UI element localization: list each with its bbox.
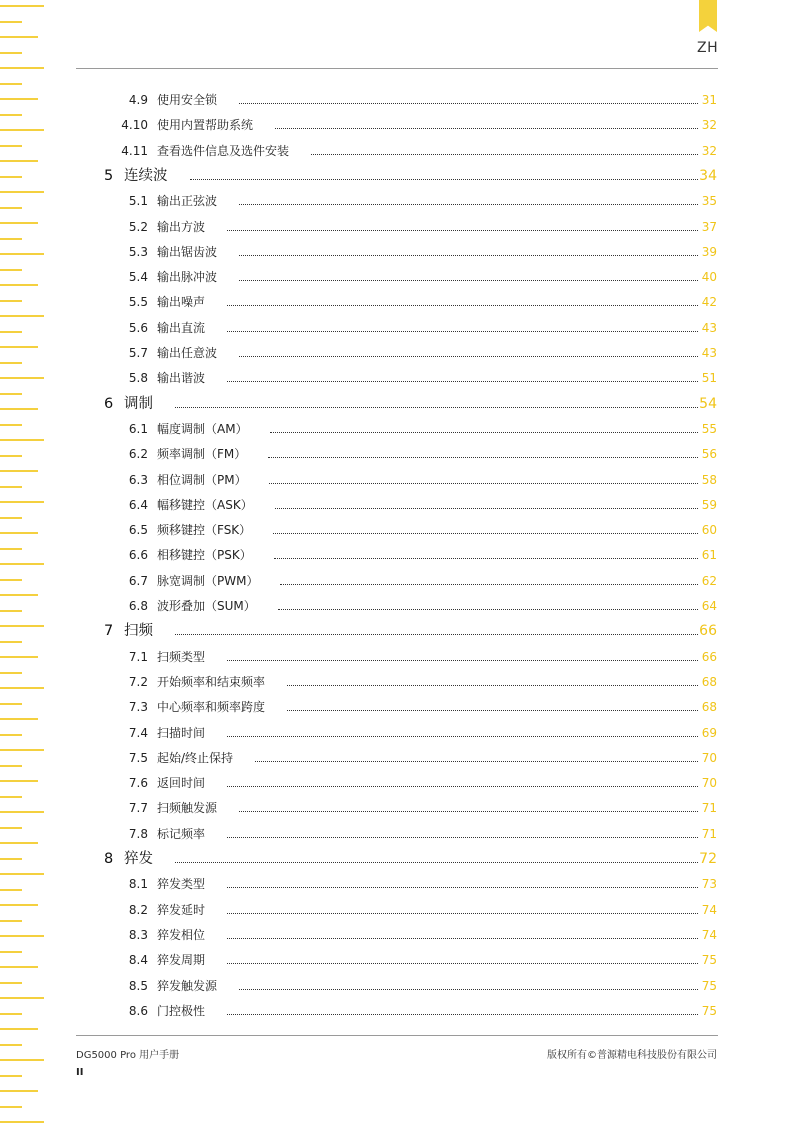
- ruler-tick: [0, 36, 38, 38]
- ruler-tick: [0, 238, 22, 240]
- toc-entry-title: 输出正弦波: [157, 194, 218, 209]
- toc-entry-number: 5: [104, 167, 114, 184]
- toc-dot-leader: [227, 331, 698, 332]
- toc-dot-leader: [268, 457, 698, 458]
- ruler-tick: [0, 67, 44, 69]
- toc-dot-leader: [175, 407, 698, 408]
- toc-dot-leader: [269, 483, 698, 484]
- toc-entry-number: 5.6: [128, 320, 148, 335]
- header-divider: [76, 68, 718, 69]
- toc-dot-leader: [280, 584, 698, 585]
- toc-entry-number: 4.11: [121, 143, 148, 158]
- toc-dot-leader: [255, 761, 698, 762]
- toc-entry-page: 73: [701, 877, 717, 892]
- toc-entry-title: 输出锯齿波: [157, 244, 218, 259]
- toc-entry-title: 输出脉冲波: [157, 270, 218, 285]
- toc-section-entry[interactable]: [0, 823, 793, 845]
- toc-entry-number: 7.1: [128, 649, 148, 664]
- toc-entry-number: 7: [104, 623, 114, 640]
- toc-entry-title: 开始频率和结束频率: [157, 674, 266, 689]
- toc-dot-leader: [227, 938, 698, 939]
- toc-entry-page: 60: [701, 523, 717, 538]
- toc-section-entry[interactable]: [0, 646, 793, 668]
- toc-entry-title: 猝发相位: [157, 927, 206, 942]
- toc-entry-page: 34: [699, 167, 717, 184]
- toc-entry-title: 频率调制（FM）: [157, 447, 247, 462]
- toc-dot-leader: [239, 280, 698, 281]
- toc-section-entry[interactable]: [0, 519, 793, 541]
- toc-dot-leader: [275, 128, 698, 129]
- toc-entry-number: 8.6: [128, 1003, 148, 1018]
- footer-manual-title: DG5000 Pro 用户手册: [76, 1050, 180, 1061]
- toc-dot-leader: [287, 710, 698, 711]
- language-tab-marker: [699, 0, 717, 32]
- ruler-tick: [0, 1106, 22, 1108]
- toc-entry-page: 72: [699, 851, 717, 867]
- toc-section-entry[interactable]: [0, 671, 793, 693]
- toc-entry-title: 输出直流: [157, 320, 206, 335]
- ruler-tick: [0, 1059, 44, 1061]
- toc-section-entry[interactable]: [0, 494, 793, 516]
- toc-entry-number: 5.1: [128, 194, 148, 209]
- ruler-tick: [0, 5, 44, 7]
- toc-section-entry[interactable]: [0, 140, 793, 162]
- toc-entry-number: 7.7: [128, 801, 148, 816]
- toc-entry-title: 相移键控（PSK）: [157, 548, 252, 563]
- toc-section-entry[interactable]: [0, 544, 793, 566]
- toc-entry-title: 扫频类型: [157, 649, 206, 664]
- toc-section-entry[interactable]: [0, 949, 793, 971]
- toc-entry-title: 猝发延时: [157, 902, 206, 917]
- toc-entry-number: 6.1: [128, 421, 148, 436]
- toc-entry-title: 相位调制（PM）: [157, 472, 247, 487]
- toc-section-entry[interactable]: [0, 342, 793, 364]
- toc-entry-number: 6.8: [128, 599, 148, 613]
- footer-copyright: 版权所有©普源精电科技股份有限公司: [547, 1050, 717, 1061]
- toc-entry-number: 6.4: [128, 497, 148, 512]
- toc-entry-number: 7.8: [128, 826, 148, 841]
- toc-entry-page: 37: [701, 219, 717, 234]
- toc-entry-number: 6: [104, 395, 114, 412]
- toc-entry-number: 5.8: [128, 371, 148, 386]
- toc-entry-page: 70: [701, 776, 717, 791]
- toc-entry-title: 查看选件信息及选件安装: [157, 143, 290, 158]
- toc-section-entry[interactable]: [0, 696, 793, 718]
- toc-dot-leader: [227, 1014, 698, 1015]
- toc-entry-title: 连续波: [124, 167, 168, 184]
- toc-section-entry[interactable]: [0, 266, 793, 288]
- toc-dot-leader: [227, 837, 698, 838]
- toc-section-entry[interactable]: [0, 190, 793, 212]
- toc-section-entry[interactable]: [0, 469, 793, 491]
- ruler-tick: [0, 718, 38, 720]
- toc-section-entry[interactable]: [0, 216, 793, 238]
- ruler-tick: [0, 1044, 22, 1046]
- ruler-tick: [0, 997, 44, 999]
- toc-entry-title: 幅移键控（ASK）: [157, 497, 253, 512]
- toc-entry-page: 42: [701, 295, 717, 310]
- toc-entry-number: 7.2: [128, 674, 148, 689]
- toc-dot-leader: [239, 989, 698, 990]
- toc-dot-leader: [239, 356, 698, 357]
- toc-entry-page: 68: [701, 674, 717, 689]
- toc-entry-page: 31: [701, 93, 717, 107]
- toc-entry-page: 61: [701, 548, 717, 563]
- toc-section-entry[interactable]: [0, 595, 793, 617]
- toc-section-entry[interactable]: [0, 899, 793, 921]
- toc-dot-leader: [270, 432, 698, 433]
- toc-dot-leader: [227, 381, 698, 382]
- toc-section-entry[interactable]: [0, 1000, 793, 1022]
- toc-chapter-entry[interactable]: [0, 165, 793, 187]
- language-label: ZH: [697, 40, 719, 56]
- toc-entry-number: 6.5: [128, 523, 148, 538]
- toc-entry-page: 75: [701, 978, 717, 993]
- toc-entry-number: 7.6: [128, 776, 148, 791]
- toc-entry-page: 69: [701, 725, 717, 740]
- toc-entry-page: 59: [701, 497, 717, 512]
- toc-entry-title: 输出谐波: [157, 371, 206, 386]
- toc-entry-number: 6.6: [128, 548, 148, 563]
- ruler-tick: [0, 1090, 38, 1092]
- toc-section-entry[interactable]: [0, 241, 793, 263]
- toc-chapter-entry[interactable]: [0, 393, 793, 415]
- toc-entry-page: 74: [701, 902, 717, 917]
- toc-dot-leader: [175, 862, 698, 863]
- toc-entry-title: 输出方波: [157, 219, 206, 234]
- toc-entry-number: 6.2: [128, 447, 148, 462]
- toc-entry-title: 调制: [124, 395, 153, 412]
- toc-section-entry[interactable]: [0, 418, 793, 440]
- toc-entry-page: 54: [699, 395, 717, 412]
- toc-section-entry[interactable]: [0, 975, 793, 997]
- toc-entry-title: 扫描时间: [157, 725, 206, 740]
- toc-entry-title: 使用安全锁: [157, 93, 218, 107]
- toc-entry-page: 35: [701, 194, 717, 209]
- toc-entry-title: 扫频触发源: [157, 801, 218, 816]
- toc-entry-title: 猝发触发源: [157, 978, 218, 993]
- toc-entry-title: 标记频率: [157, 826, 206, 841]
- toc-entry-number: 8.4: [128, 953, 148, 968]
- toc-entry-page: 70: [701, 750, 717, 765]
- toc-entry-number: 8.3: [128, 927, 148, 942]
- toc-dot-leader: [227, 913, 698, 914]
- toc-dot-leader: [273, 533, 698, 534]
- toc-section-entry[interactable]: [0, 747, 793, 769]
- toc-dot-leader: [239, 811, 698, 812]
- toc-entry-title: 频移键控（FSK）: [157, 523, 252, 538]
- toc-entry-number: 5.4: [128, 270, 148, 285]
- toc-entry-page: 43: [701, 346, 717, 360]
- toc-entry-title: 门控极性: [157, 1003, 206, 1018]
- toc-entry-title: 中心频率和频率跨度: [157, 700, 266, 715]
- toc-entry-page: 43: [701, 320, 717, 335]
- page-number: II: [76, 1067, 84, 1078]
- toc-section-entry[interactable]: [0, 570, 793, 592]
- ruler-tick: [0, 83, 22, 85]
- toc-section-entry[interactable]: [0, 772, 793, 794]
- toc-section-entry[interactable]: [0, 367, 793, 389]
- toc-dot-leader: [274, 558, 698, 559]
- toc-entry-page: 66: [699, 623, 717, 640]
- toc-entry-title: 幅度调制（AM）: [157, 421, 248, 436]
- toc-entry-page: 55: [701, 421, 717, 436]
- toc-dot-leader: [275, 508, 698, 509]
- toc-dot-leader: [239, 255, 698, 256]
- toc-entry-page: 66: [701, 649, 717, 664]
- toc-dot-leader: [227, 230, 698, 231]
- toc-entry-number: 5.5: [128, 295, 148, 310]
- ruler-tick: [0, 21, 22, 23]
- toc-entry-page: 68: [701, 700, 717, 715]
- toc-dot-leader: [227, 963, 698, 964]
- toc-entry-page: 62: [701, 573, 717, 588]
- toc-entry-number: 5.3: [128, 244, 148, 259]
- toc-entry-page: 40: [701, 270, 717, 285]
- toc-dot-leader: [278, 609, 698, 610]
- toc-section-entry[interactable]: [0, 924, 793, 946]
- toc-chapter-entry[interactable]: [0, 620, 793, 642]
- ruler-tick: [0, 52, 22, 54]
- toc-entry-number: 7.5: [128, 750, 148, 765]
- toc-dot-leader: [227, 736, 698, 737]
- toc-entry-title: 输出任意波: [157, 346, 218, 360]
- toc-entry-title: 猝发类型: [157, 877, 206, 892]
- toc-entry-page: 71: [701, 826, 717, 841]
- toc-entry-page: 75: [701, 1003, 717, 1018]
- toc-section-entry[interactable]: [0, 873, 793, 895]
- toc-section-entry[interactable]: [0, 722, 793, 744]
- toc-entry-page: 58: [701, 472, 717, 487]
- toc-dot-leader: [227, 305, 698, 306]
- toc-entry-page: 56: [701, 447, 717, 462]
- toc-section-entry[interactable]: [0, 797, 793, 819]
- toc-dot-leader: [311, 154, 698, 155]
- toc-entry-title: 猝发: [124, 851, 153, 867]
- toc-entry-number: 8.2: [128, 902, 148, 917]
- toc-section-entry[interactable]: [0, 291, 793, 313]
- toc-entry-title: 扫频: [124, 623, 153, 640]
- toc-dot-leader: [287, 685, 698, 686]
- toc-entry-page: 51: [701, 371, 717, 386]
- footer-divider: [76, 1035, 718, 1036]
- toc-entry-number: 8.1: [128, 877, 148, 892]
- toc-entry-number: 7.3: [128, 700, 148, 715]
- ruler-tick: [0, 1028, 38, 1030]
- toc-entry-title: 猝发周期: [157, 953, 206, 968]
- toc-section-entry[interactable]: [0, 114, 793, 136]
- toc-entry-title: 输出噪声: [157, 295, 206, 310]
- toc-entry-page: 32: [701, 118, 717, 133]
- toc-entry-page: 71: [701, 801, 717, 816]
- toc-entry-title: 波形叠加（SUM）: [157, 599, 256, 613]
- ruler-tick: [0, 1075, 22, 1077]
- toc-dot-leader: [175, 634, 698, 635]
- toc-entry-number: 8: [104, 851, 114, 867]
- toc-entry-number: 4.9: [128, 93, 148, 107]
- toc-entry-number: 8.5: [128, 978, 148, 993]
- toc-dot-leader: [190, 179, 698, 180]
- toc-chapter-entry[interactable]: [0, 848, 793, 870]
- toc-entry-title: 使用内置帮助系统: [157, 118, 254, 133]
- toc-entry-title: 返回时间: [157, 776, 206, 791]
- toc-entry-page: 64: [701, 599, 717, 613]
- toc-entry-number: 4.10: [121, 118, 148, 133]
- toc-section-entry[interactable]: [0, 443, 793, 465]
- toc-dot-leader: [239, 204, 698, 205]
- toc-entry-number: 6.3: [128, 472, 148, 487]
- toc-entry-number: 7.4: [128, 725, 148, 740]
- toc-entry-page: 74: [701, 927, 717, 942]
- toc-entry-title: 起始/终止保持: [157, 750, 234, 765]
- toc-entry-number: 5.7: [128, 346, 148, 360]
- toc-entry-page: 39: [701, 244, 717, 259]
- toc-dot-leader: [227, 887, 698, 888]
- toc-entry-number: 6.7: [128, 573, 148, 588]
- toc-dot-leader: [227, 660, 698, 661]
- toc-entry-number: 5.2: [128, 219, 148, 234]
- toc-section-entry[interactable]: [0, 317, 793, 339]
- toc-entry-title: 脉宽调制（PWM）: [157, 573, 259, 588]
- toc-entry-page: 32: [701, 143, 717, 158]
- toc-section-entry[interactable]: [0, 89, 793, 111]
- toc-dot-leader: [239, 103, 698, 104]
- toc-entry-page: 75: [701, 953, 717, 968]
- toc-dot-leader: [227, 786, 698, 787]
